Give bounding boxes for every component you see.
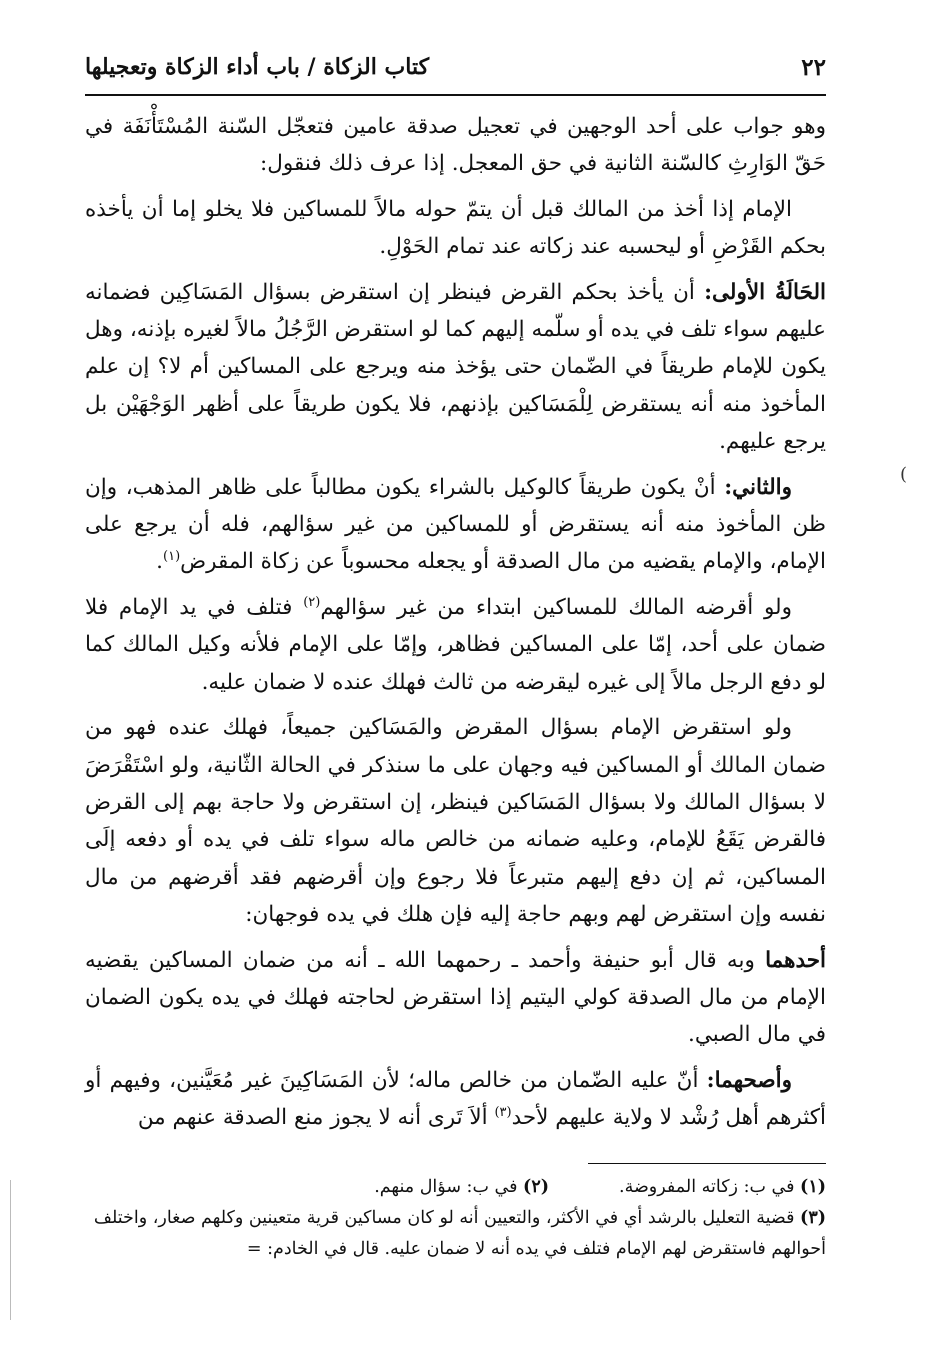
paragraph-tail: . bbox=[156, 549, 164, 575]
page-header bbox=[85, 52, 826, 92]
footnote-text: في ب: زكاته المفروضة. bbox=[619, 1177, 795, 1197]
paragraph-1 bbox=[85, 108, 826, 183]
paragraph-tail: فتلف في يد الإمام فلا ضمان على أحد، إمّا على المساكين فظاهر، وإمّا على الإمام فلأنه وكيل المالك كما لو دفع الرجل مالاً إلى غيره ليقرضه من ثالث فهلك عنده لا ضمان عليه. bbox=[85, 594, 826, 695]
paragraph-text: وبه قال أبو حنيفة وأحمد ـ رحمهما الله ـ أنه من ضمان المساكين يقضيه الإمام من مال الصدقة كولي اليتيم إذا استقرض لحاجته فهلك في يده يكون الضمان في مال الصبي. bbox=[85, 947, 826, 1048]
header-divider bbox=[85, 94, 826, 96]
paragraph-2 bbox=[85, 191, 826, 266]
paragraph-lead: وأصحهما: bbox=[706, 1067, 792, 1093]
paragraph-tail: ألاَ تَرى أنه لا يجوز منع الصدقة عنهم من bbox=[137, 1105, 495, 1131]
paragraph-text: ولو أقرضه المالك للمساكين ابتداء من غير سؤالهم bbox=[320, 594, 792, 620]
paragraph-text: وهو جواب على أحد الوجهين في تعجيل صدقة عامين فتعجّل السّنة المُسْتَأْنَفَة في حَقّ الوَارِثِ كالسّنة الثانية في حق المعجل. إذا عرف ذلك فنقول: bbox=[85, 114, 826, 177]
footnote-ref[interactable]: (١) bbox=[163, 549, 181, 565]
page-number: ٢٢ bbox=[801, 54, 826, 81]
scan-edge-line bbox=[10, 1180, 11, 1320]
footnote-text: في ب: سؤال منهم. bbox=[374, 1177, 518, 1197]
paragraph-lead: أحدهما bbox=[765, 947, 826, 973]
footnote-divider bbox=[588, 1163, 826, 1164]
footnote-row bbox=[85, 1172, 826, 1203]
footnote-number: (٣) bbox=[800, 1208, 826, 1228]
footnotes bbox=[85, 1172, 826, 1265]
paragraph-text: أن يأخذ بحكم القرض فينظر إن استقرض بسؤال المَسَاكِين فضمانه عليهم سواء تلف في يده أو سلّمه إليهم كما لو استقرض الرَّجُلُ مالاً لغيره بإذنه، وهل يكون للإمام طريقاً في الضّمان حتى يؤخذ منه ويرجع على المساكين أم لا؟ إن علم المأخوذ منه أنه يستقرض لِلْمَسَاكين بإذنهم، فلا يكون طريقاً على أظهر الوَجْهَيْن بل يرجع عليهم. bbox=[85, 279, 826, 455]
footnote-number: (١) bbox=[800, 1177, 826, 1197]
main-text bbox=[85, 108, 826, 1145]
paragraph-6 bbox=[85, 709, 826, 933]
paragraph-text: ولو استقرض الإمام بسؤال المقرض والمَسَاكين جميعاً، فهلك عنده فهو من ضمان المالك أو المساكين فيه وجهان على ما سنذكر في الحالة الثّانية، ولو اسْتَقْرَضَ لا بسؤال المالك ولا بسؤال المَسَاكين فينظر، إن استقرض ولا حاجة بهم إلى القرض فالقرض يَقَعُ للإمام، وعليه ضمانه من خالص ماله سواء تلف في يده أو دفعه إلَى المساكين، ثم إن دفع إليهم متبرعاً فلا رجوع وإن أقرضهم فقد أقرضهم من مال نفسه وإن استقرض لهم وبهم حاجة إليه فإن هلك في يده فوجهان: bbox=[85, 715, 826, 928]
paragraph-text: أنْ يكون طريقاً كالوكيل بالشراء يكون مطالباً على ظاهر المذهب، وإن ظن المأخوذ منه أنه يستقرض أو للمساكين من غير سؤالهم، فله أن يرجع على الإمام، والإمام يقضيه من مال الصدقة أو يجعله محسوباً عن زكاة المقرض bbox=[85, 474, 826, 575]
paragraph-3 bbox=[85, 274, 826, 461]
footnote-ref[interactable]: (٢) bbox=[303, 594, 321, 610]
paragraph-text: أنّ عليه الضّمان من خالص ماله؛ لأن المَسَاكِينَ غير مُعَيَّنين، وفيهم أو أكثرهم أهل رُشْد لا ولاية عليهم لأحد bbox=[85, 1067, 826, 1131]
paragraph-4 bbox=[85, 469, 826, 581]
paragraph-5 bbox=[85, 589, 826, 701]
footnote-1 bbox=[619, 1172, 826, 1203]
footnote-2 bbox=[374, 1172, 549, 1203]
paragraph-lead: الحَالَةُ الأولى: bbox=[704, 279, 826, 305]
footnote-ref[interactable]: (٣) bbox=[494, 1105, 512, 1120]
footnote-text: قضية التعليل بالرشد أي في الأكثر، والتعيين أنه لو كان مساكين قرية متعينين وكلهم صغار، واختلف أحوالهم فاستقرض لهم الإمام فتلف في يده أنه لا ضمان عليه. قال في الخادم: = bbox=[93, 1208, 826, 1259]
paragraph-8 bbox=[85, 1062, 826, 1137]
paragraph-lead: والثاني: bbox=[724, 474, 792, 500]
footnote-number: (٢) bbox=[523, 1177, 549, 1197]
paragraph-7 bbox=[85, 942, 826, 1054]
footnote-3 bbox=[85, 1203, 826, 1265]
paragraph-text: الإمام إذا أخذ من المالك قبل أن يتمّ حوله مالاً للمساكين فلا يخلو إما أن يأخذه بحكم القَرْضِ أو ليحسبه عند زكاته عند تمام الحَوْلِ. bbox=[85, 196, 826, 260]
margin-mark: ( bbox=[900, 464, 908, 485]
running-title: كتاب الزكاة / باب أداء الزكاة وتعجيلها bbox=[85, 54, 430, 80]
